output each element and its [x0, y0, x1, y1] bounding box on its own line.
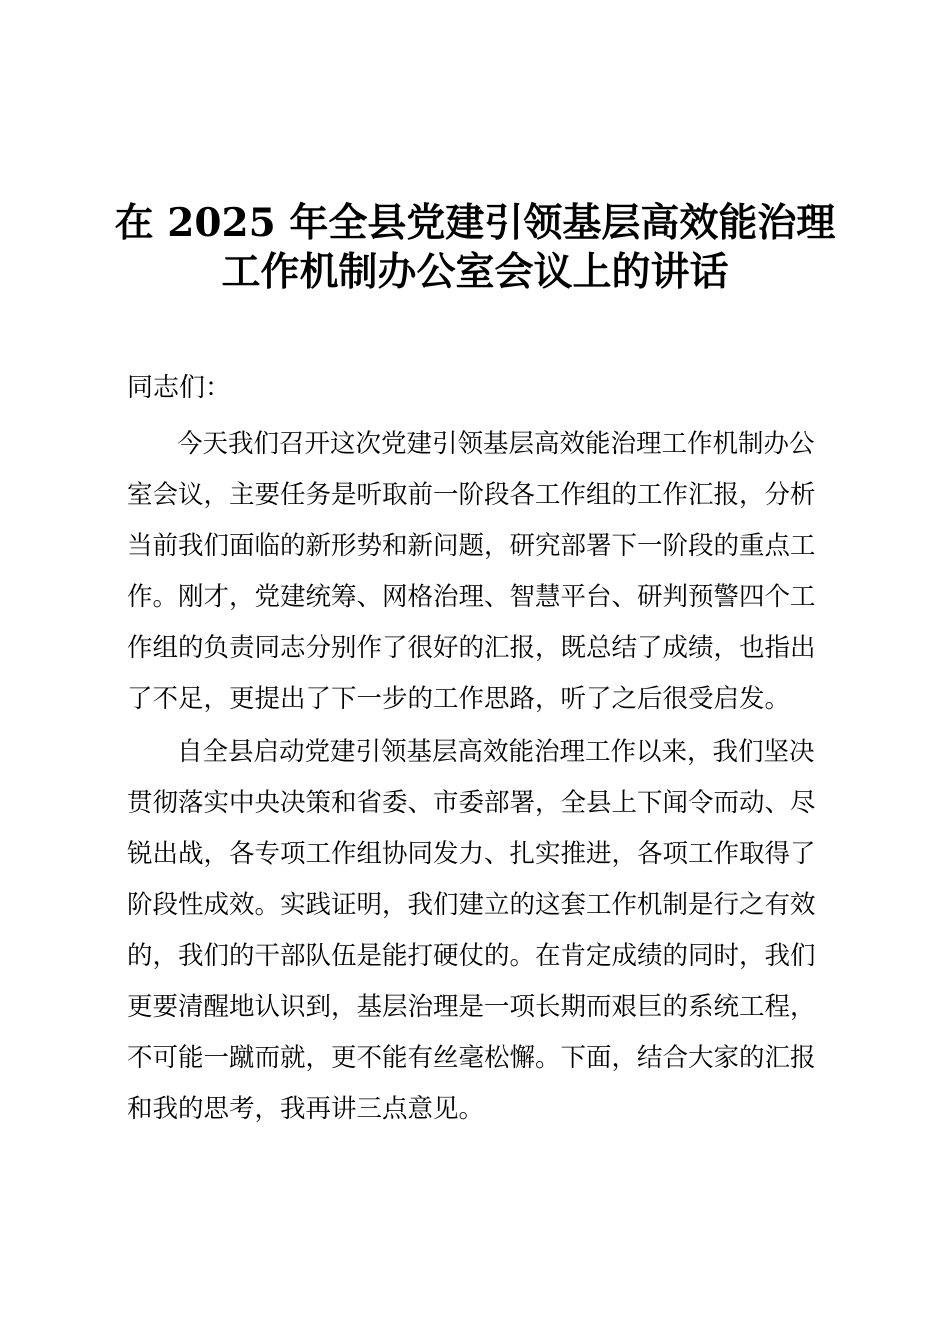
paragraph-1-line: 今天我们召开这次党建引领基层高效能治理工作机制办公: [177, 429, 815, 459]
paragraph-2-line: 自全县启动党建引领基层高效能治理工作以来，我们坚决: [177, 737, 815, 767]
paragraph-2-line: 更要清醒地认识到，基层治理是一项长期而艰巨的系统工程，: [127, 992, 816, 1022]
paragraph-1-line: 作组的负责同志分别作了很好的汇报，既总结了成绩，也指出: [127, 633, 816, 663]
salutation: 同志们：: [127, 373, 232, 403]
document-title-line-1: 在 2025 年全县党建引领基层高效能治理: [114, 200, 836, 246]
document-title-line-2: 工作机制办公室会议上的讲话: [221, 249, 729, 295]
paragraph-2-line: 的，我们的干部队伍是能打硬仗的。在肯定成绩的同时，我们: [127, 941, 816, 971]
paragraph-1-line: 当前我们面临的新形势和新问题，研究部署下一阶段的重点工: [127, 531, 816, 561]
paragraph-1-line: 了不足，更提出了下一步的工作思路，听了之后很受启发。: [127, 684, 791, 714]
paragraph-2-line: 贯彻落实中央决策和省委、市委部署，全县上下闻令而动、尽: [127, 788, 816, 818]
paragraph-2-line: 锐出战，各专项工作组协同发力、扎实推进，各项工作取得了: [127, 839, 816, 869]
paragraph-1-line: 作。刚才，党建统筹、网格治理、智慧平台、研判预警四个工: [127, 582, 816, 612]
paragraph-1-line: 室会议，主要任务是听取前一阶段各工作组的工作汇报，分析: [127, 480, 816, 510]
paragraph-2-line: 阶段性成效。实践证明，我们建立的这套工作机制是行之有效: [127, 890, 816, 920]
paragraph-2-line: 和我的思考，我再讲三点意见。: [127, 1094, 485, 1124]
paragraph-2-line: 不可能一蹴而就，更不能有丝毫松懈。下面，结合大家的汇报: [127, 1043, 816, 1073]
